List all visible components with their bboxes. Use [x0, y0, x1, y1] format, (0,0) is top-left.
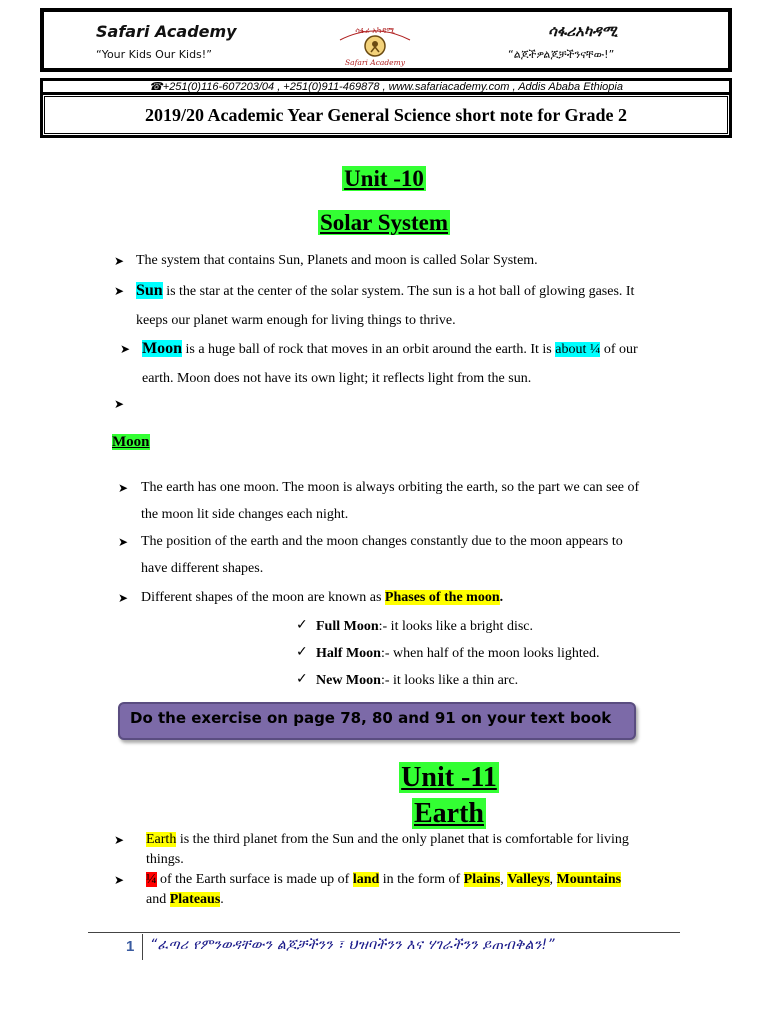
earth-bullet-2 — [146, 870, 621, 910]
moon-subheading: Moon — [112, 434, 150, 450]
moon-line1b: of our — [600, 342, 638, 357]
phase-new-moon — [316, 673, 518, 689]
exercise-text: Do the exercise on page 78, 80 and 91 on your text book — [130, 709, 612, 727]
brand-name-english: Safari Academy — [96, 22, 237, 41]
arrow-bullet-icon: ➤ — [114, 833, 125, 847]
valleys-term: Valleys — [507, 872, 550, 887]
arrow-bullet-icon: ➤ — [118, 591, 129, 605]
plateaus-term: Plateaus — [169, 892, 221, 907]
logo-text-top: ሳፋሪ አካዳሚ — [355, 26, 395, 35]
moon-bullet-3 — [141, 584, 503, 611]
checkmark-icon: ✓ — [296, 617, 308, 633]
arrow-bullet-icon: ➤ — [118, 481, 129, 495]
unit10-heading-row — [0, 166, 768, 192]
land-fraction: ¼ — [146, 872, 157, 887]
arrow-bullet-icon: ➤ — [114, 873, 125, 887]
land-term: land — [352, 872, 380, 887]
earth-bullet-1 — [146, 830, 629, 870]
unit10-label: Unit -10 — [344, 166, 424, 191]
moon-bullet-2 — [141, 528, 623, 582]
phase-full-moon — [316, 619, 533, 635]
moon-bullet-3-post: . — [499, 590, 504, 605]
page-number: 1 — [126, 938, 135, 955]
phase-half-moon — [316, 646, 599, 662]
phase-new-moon-desc: :- it looks like a thin arc. — [380, 673, 519, 688]
document-title: 2019/20 Academic Year General Science short note for Grade 2 — [44, 96, 728, 134]
moon-bullet-2-line2: have different shapes. — [141, 561, 264, 576]
brand-name-amharic: ሳፋሪአካዳሚ — [548, 22, 618, 40]
arrow-bullet-icon: ➤ — [118, 535, 129, 549]
arrow-bullet-icon: ➤ — [114, 284, 125, 298]
sun-line1: is the star at the center of the solar system. The sun is a hot ball of glowing gases. It — [162, 284, 635, 299]
unit11-topic-row — [0, 798, 768, 830]
arrow-bullet-icon: ➤ — [114, 254, 125, 268]
separator-1: , — [500, 872, 508, 887]
solar-system-definition: The system that contains Sun, Planets and moon is called Solar System. — [136, 253, 538, 268]
phases-of-moon-term: Phases of the moon — [384, 590, 500, 605]
arrow-bullet-icon: ➤ — [120, 342, 131, 356]
footer-divider — [142, 934, 143, 960]
phase-half-moon-name: Half Moon — [316, 646, 381, 661]
contact-info: ☎+251(0)116-607203/04 , +251(0)911-469878 , www.safariacademy.com , Addis Ababa Ethiopia — [149, 81, 623, 93]
sun-term: Sun — [136, 282, 163, 299]
unit10-topic: Solar System — [320, 210, 448, 235]
checkmark-icon: ✓ — [296, 671, 308, 687]
moon-about-fraction: about ¼ — [555, 342, 601, 357]
earth-bullet-1-line2: things. — [146, 852, 184, 867]
arrow-bullet-icon-empty: ➤ — [114, 397, 125, 411]
earth-bullet-2-pre: of the Earth surface is made up of — [156, 872, 353, 887]
unit11-label: Unit -11 — [401, 762, 497, 793]
moon-bullet-1-line1: The earth has one moon. The moon is always orbiting the earth, so the part we can see of — [141, 480, 640, 495]
moon-bullet-2-line1: The position of the earth and the moon changes constantly due to the moon appears to — [141, 534, 623, 549]
earth-bullet-1-line1: is the third planet from the Sun and the only planet that is comfortable for living — [176, 832, 629, 847]
moon-paragraph — [142, 334, 702, 393]
earth-bullet-2-end: . — [220, 892, 224, 907]
separator-2: , — [549, 872, 557, 887]
footer-quote: “ፈጣሪ የምንወዳቸውን ልጆቻችንን ፣ ህዝባችንን እና ሃገራችንን ይጠብቅልን!” — [150, 937, 555, 953]
unit11-topic: Earth — [414, 798, 484, 829]
earth-bullet-2-mid: in the form of — [379, 872, 464, 887]
sun-paragraph — [136, 276, 696, 335]
unit10-topic-row — [0, 210, 768, 236]
sun-line2: keeps our planet warm enough for living things to thrive. — [136, 313, 456, 328]
unit11-heading-row — [0, 762, 768, 794]
phase-half-moon-desc: :- when half of the moon looks lighted. — [380, 646, 600, 661]
moon-bullet-3-pre: Different shapes of the moon are known as — [141, 590, 385, 605]
slogan-english: “Your Kids Our Kids!” — [96, 48, 212, 61]
moon-bullet-1 — [141, 474, 639, 528]
earth-bullet-2-and: and — [146, 892, 170, 907]
slogan-amharic: “ልጆችዎልጆቻችንናቸው!” — [508, 48, 615, 61]
phase-new-moon-name: New Moon — [316, 673, 381, 688]
moon-line2: earth. Moon does not have its own light; it reflects light from the sun. — [142, 371, 532, 386]
plains-term: Plains — [463, 872, 501, 887]
moon-subheading-row — [112, 434, 150, 451]
logo-text-bottom: Safari Academy — [345, 58, 405, 67]
phase-full-moon-desc: :- it looks like a bright disc. — [378, 619, 533, 634]
mountains-term: Mountains — [556, 872, 622, 887]
moon-bullet-1-line2: the moon lit side changes each night. — [141, 507, 349, 522]
academy-logo — [332, 20, 418, 68]
footer-rule — [88, 932, 680, 933]
moon-term: Moon — [142, 340, 182, 357]
moon-line1a: is a huge ball of rock that moves in an orbit around the earth. It is — [182, 342, 556, 357]
phase-full-moon-name: Full Moon — [316, 619, 379, 634]
checkmark-icon: ✓ — [296, 644, 308, 660]
earth-term: Earth — [146, 832, 177, 847]
